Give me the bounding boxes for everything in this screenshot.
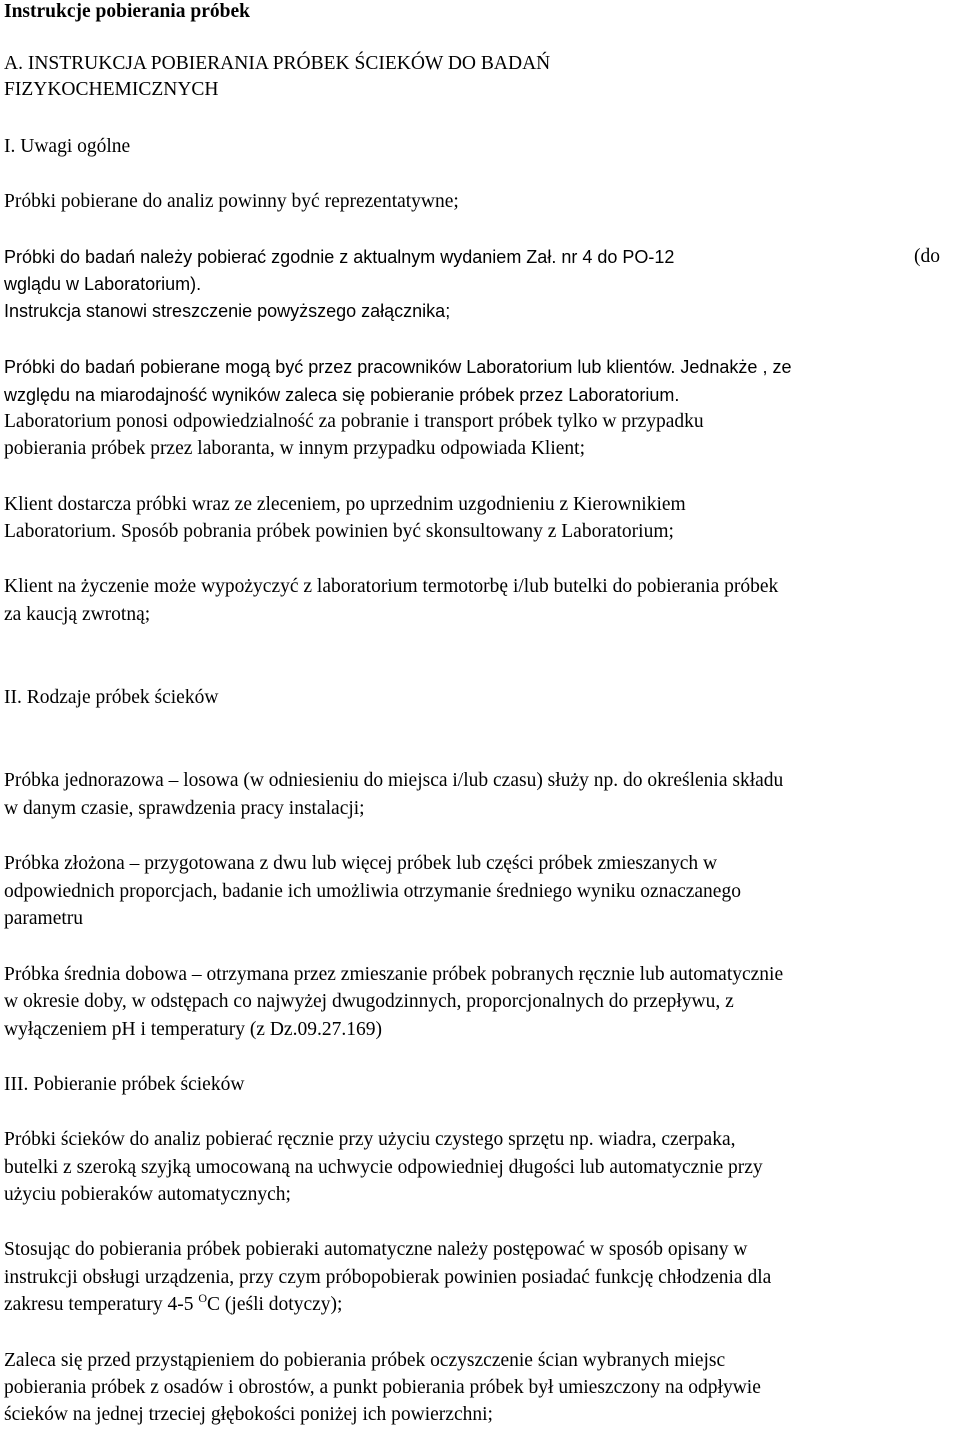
paragraph-line: użyciu pobieraków automatycznych; (4, 1184, 291, 1205)
section-a-title-line1: A. INSTRUKCJA POBIERANIA PRÓBEK ŚCIEKÓW DO BADAŃ (4, 53, 551, 74)
paragraph-line: pobierania próbek z osadów i obrostów, a punkt pobierania próbek był umieszczony na odpływie (4, 1377, 761, 1398)
paragraph-line: Klient na życzenie może wypożyczyć z laboratorium termotorbę i/lub butelki do pobierania próbek (4, 576, 779, 597)
paragraph-line: wglądu w Laboratorium). (4, 274, 202, 294)
paragraph-line: Laboratorium ponosi odpowiedzialność za pobranie i transport próbek tylko w przypadku (4, 411, 704, 432)
paragraph-line: Próbki ścieków do analiz pobierać ręcznie przy użyciu czystego sprzętu np. wiadra, czerpaka, (4, 1129, 736, 1150)
paragraph-line: butelki z szeroką szyjką umocowaną na uchwycie odpowiedniej długości lub automatycznie przy (4, 1157, 763, 1178)
paragraph-line: odpowiednich proporcjach, badanie ich umożliwia otrzymanie średniego wyniku oznaczanego (4, 881, 741, 902)
section-3-heading: III. Pobieranie próbek ścieków (4, 1074, 245, 1095)
section-1-heading: I. Uwagi ogólne (4, 136, 131, 157)
paragraph-line: Próbka złożona – przygotowana z dwu lub więcej próbek lub części próbek zmieszanych w (4, 853, 718, 874)
paragraph-line-right: (do (914, 246, 940, 267)
paragraph: Próbki pobierane do analiz powinny być reprezentatywne; (4, 191, 459, 212)
section-a-title-line2: FIZYKOCHEMICZNYCH (4, 79, 219, 100)
paragraph-line: Próbka średnia dobowa – otrzymana przez zmieszanie próbek pobranych ręcznie lub automatycznie (4, 964, 784, 985)
paragraph-line: Laboratorium. Sposób pobrania próbek powinien być skonsultowany z Laboratorium; (4, 521, 674, 542)
section-2-heading: II. Rodzaje próbek ścieków (4, 687, 219, 708)
paragraph-line: w okresie doby, w odstępach co najwyżej dwugodzinnych, proporcjonalnych do przepływu, z (4, 991, 734, 1012)
temperature-text: zakresu temperatury 4-5 (4, 1294, 199, 1315)
document-title: Instrukcje pobierania próbek (4, 1, 250, 22)
paragraph-line: pobierania próbek przez laboranta, w innym przypadku odpowiada Klient; (4, 438, 586, 459)
paragraph-line: Próbki do badań pobierane mogą być przez pracowników Laboratorium lub klientów. Jednakże , ze (4, 357, 792, 377)
paragraph-line: Klient dostarcza próbki wraz ze zleceniem, po uprzednim uzgodnieniu z Kierownikiem (4, 494, 686, 515)
paragraph-line: parametru (4, 908, 84, 929)
paragraph-line (4, 1293, 342, 1317)
paragraph-line: Instrukcja stanowi streszczenie powyższego załącznika; (4, 301, 451, 321)
paragraph-line: Zaleca się przed przystąpieniem do pobierania próbek oczyszczenie ścian wybranych miejsc (4, 1350, 726, 1371)
paragraph-line: instrukcji obsługi urządzenia, przy czym próbopobierak powinien posiadać funkcję chłodzenia dla (4, 1267, 772, 1288)
paragraph-line: ścieków na jednej trzeciej głębokości poniżej ich powierzchni; (4, 1404, 493, 1425)
paragraph-line: Stosując do pobierania próbek pobieraki automatyczne należy postępować w sposób opisany w (4, 1239, 748, 1260)
paragraph-line: Próbka jednorazowa – losowa (w odniesieniu do miejsca i/lub czasu) służy np. do określenia składu (4, 770, 784, 791)
paragraph-line: względu na miarodajność wyników zaleca się pobieranie próbek przez Laboratorium. (4, 385, 680, 405)
degree-superscript: O (198, 1291, 208, 1305)
paragraph-line: Próbki do badań należy pobierać zgodnie z aktualnym wydaniem Zał. nr 4 do PO-12 (4, 247, 675, 267)
paragraph-line: w danym czasie, sprawdzenia pracy instalacji; (4, 798, 365, 819)
temperature-unit-text: C (jeśli dotyczy); (207, 1294, 343, 1315)
paragraph-line: za kaucją zwrotną; (4, 604, 151, 625)
paragraph-line: wyłączeniem pH i temperatury (z Dz.09.27.169) (4, 1019, 382, 1040)
